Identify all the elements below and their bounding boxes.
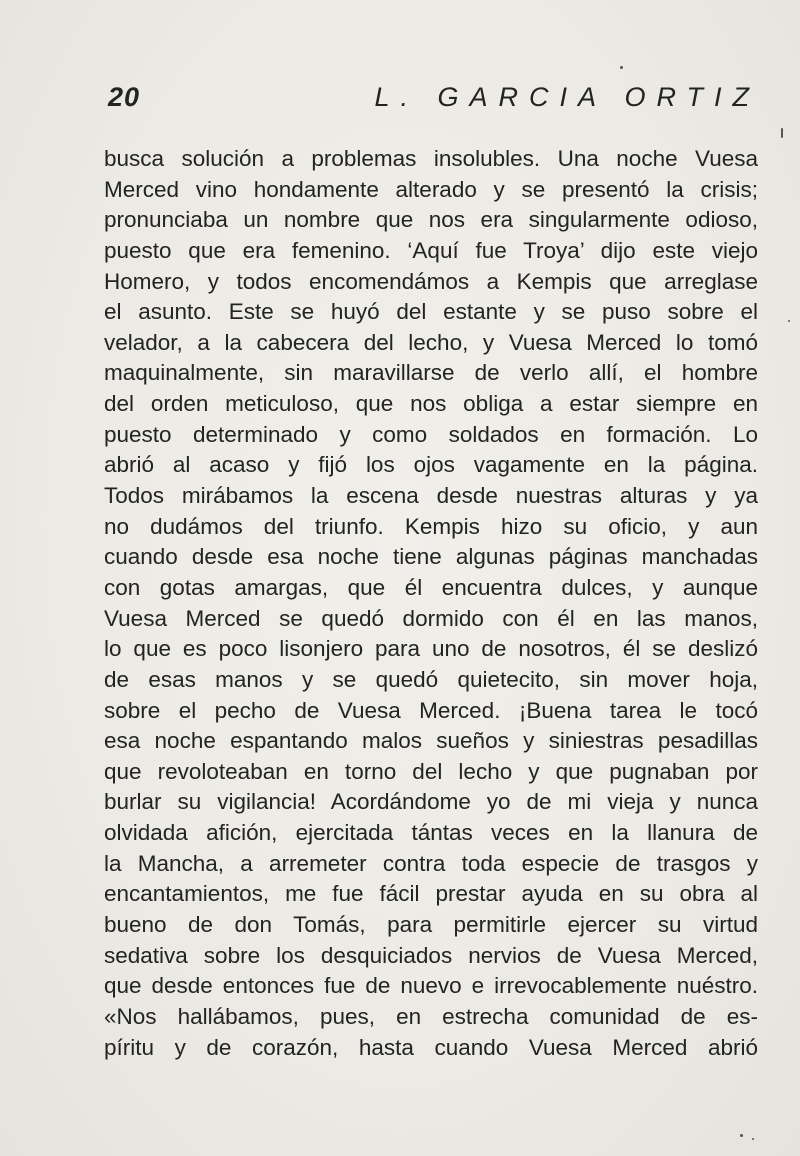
paper-speck xyxy=(788,320,790,322)
text-line: Todos mirábamos la escena desde nuestras alturas y ya xyxy=(104,483,758,509)
paper-speck xyxy=(752,1138,754,1140)
text-line: abrió al acaso y fijó los ojos vagamente en la página. xyxy=(104,452,758,478)
body-text xyxy=(104,144,758,1063)
text-line: no dudámos del triunfo. Kempis hizo su oficio, y aun xyxy=(104,513,758,539)
text-line: la Mancha, a arremeter contra toda especie de trasgos y xyxy=(104,850,758,876)
text-line: velador, a la cabecera del lecho, y Vuesa Merced lo tomó xyxy=(104,329,758,355)
text-line: puesto determinado y como soldados en formación. Lo xyxy=(104,421,758,447)
text-line: burlar su vigilancia! Acordándome yo de mi vieja y nunca xyxy=(104,789,758,815)
text-line: del orden meticuloso, que nos obliga a estar siempre en xyxy=(104,391,758,417)
text-line: Homero, y todos encomendámos a Kempis que arreglase xyxy=(104,268,758,294)
page-number: 20 xyxy=(108,82,141,112)
text-line: cuando desde esa noche tiene algunas páginas manchadas xyxy=(104,544,758,570)
text-line: sedativa sobre los desquiciados nervios de Vuesa Merced, xyxy=(104,942,758,968)
text-line: puesto que era femenino. ‘Aquí fue Troya’ dijo este viejo xyxy=(104,237,758,263)
paper-speck xyxy=(781,128,783,138)
text-line: busca solución a problemas insolubles. Una noche Vuesa xyxy=(104,146,758,171)
text-line: lo que es poco lisonjero para uno de nosotros, él se deslizó xyxy=(104,636,758,662)
text-line: «Nos hallábamos, pues, en estrecha comunidad de es- xyxy=(104,1003,758,1029)
text-line: esa noche espantando malos sueños y siniestras pesadillas xyxy=(104,728,758,754)
text-line: pronunciaba un nombre que nos era singularmente odioso, xyxy=(104,207,758,233)
text-line: que revoloteaban en torno del lecho y que pugnaban por xyxy=(104,758,758,784)
text-line: Vuesa Merced se quedó dormido con él en las manos, xyxy=(104,605,758,631)
text-line: maquinalmente, sin maravillarse de verlo allí, el hombre xyxy=(104,360,758,386)
text-line: bueno de don Tomás, para permitirle ejercer su virtud xyxy=(104,912,758,938)
text-line: olvidada afición, ejercitada tántas veces en la llanura de xyxy=(104,820,758,846)
running-head-author: L. GARCIA ORTIZ xyxy=(374,82,760,112)
paper-speck xyxy=(620,66,623,69)
paper-speck xyxy=(740,1134,743,1137)
text-line: que desde entonces fue de nuevo e irrevocablemente nuéstro. xyxy=(104,973,758,999)
text-line: píritu y de corazón, hasta cuando Vuesa Merced abrió xyxy=(104,1034,758,1060)
page-header xyxy=(104,82,760,122)
text-line: sobre el pecho de Vuesa Merced. ¡Buena tarea le tocó xyxy=(104,697,758,723)
text-line: Merced vino hondamente alterado y se presentó la crisis; xyxy=(104,176,758,202)
text-line: encantamientos, me fue fácil prestar ayuda en su obra al xyxy=(104,881,758,907)
text-line: de esas manos y se quedó quietecito, sin mover hoja, xyxy=(104,666,758,692)
text-line: con gotas amargas, que él encuentra dulces, y aunque xyxy=(104,574,758,600)
text-line: el asunto. Este se huyó del estante y se puso sobre el xyxy=(104,299,758,325)
